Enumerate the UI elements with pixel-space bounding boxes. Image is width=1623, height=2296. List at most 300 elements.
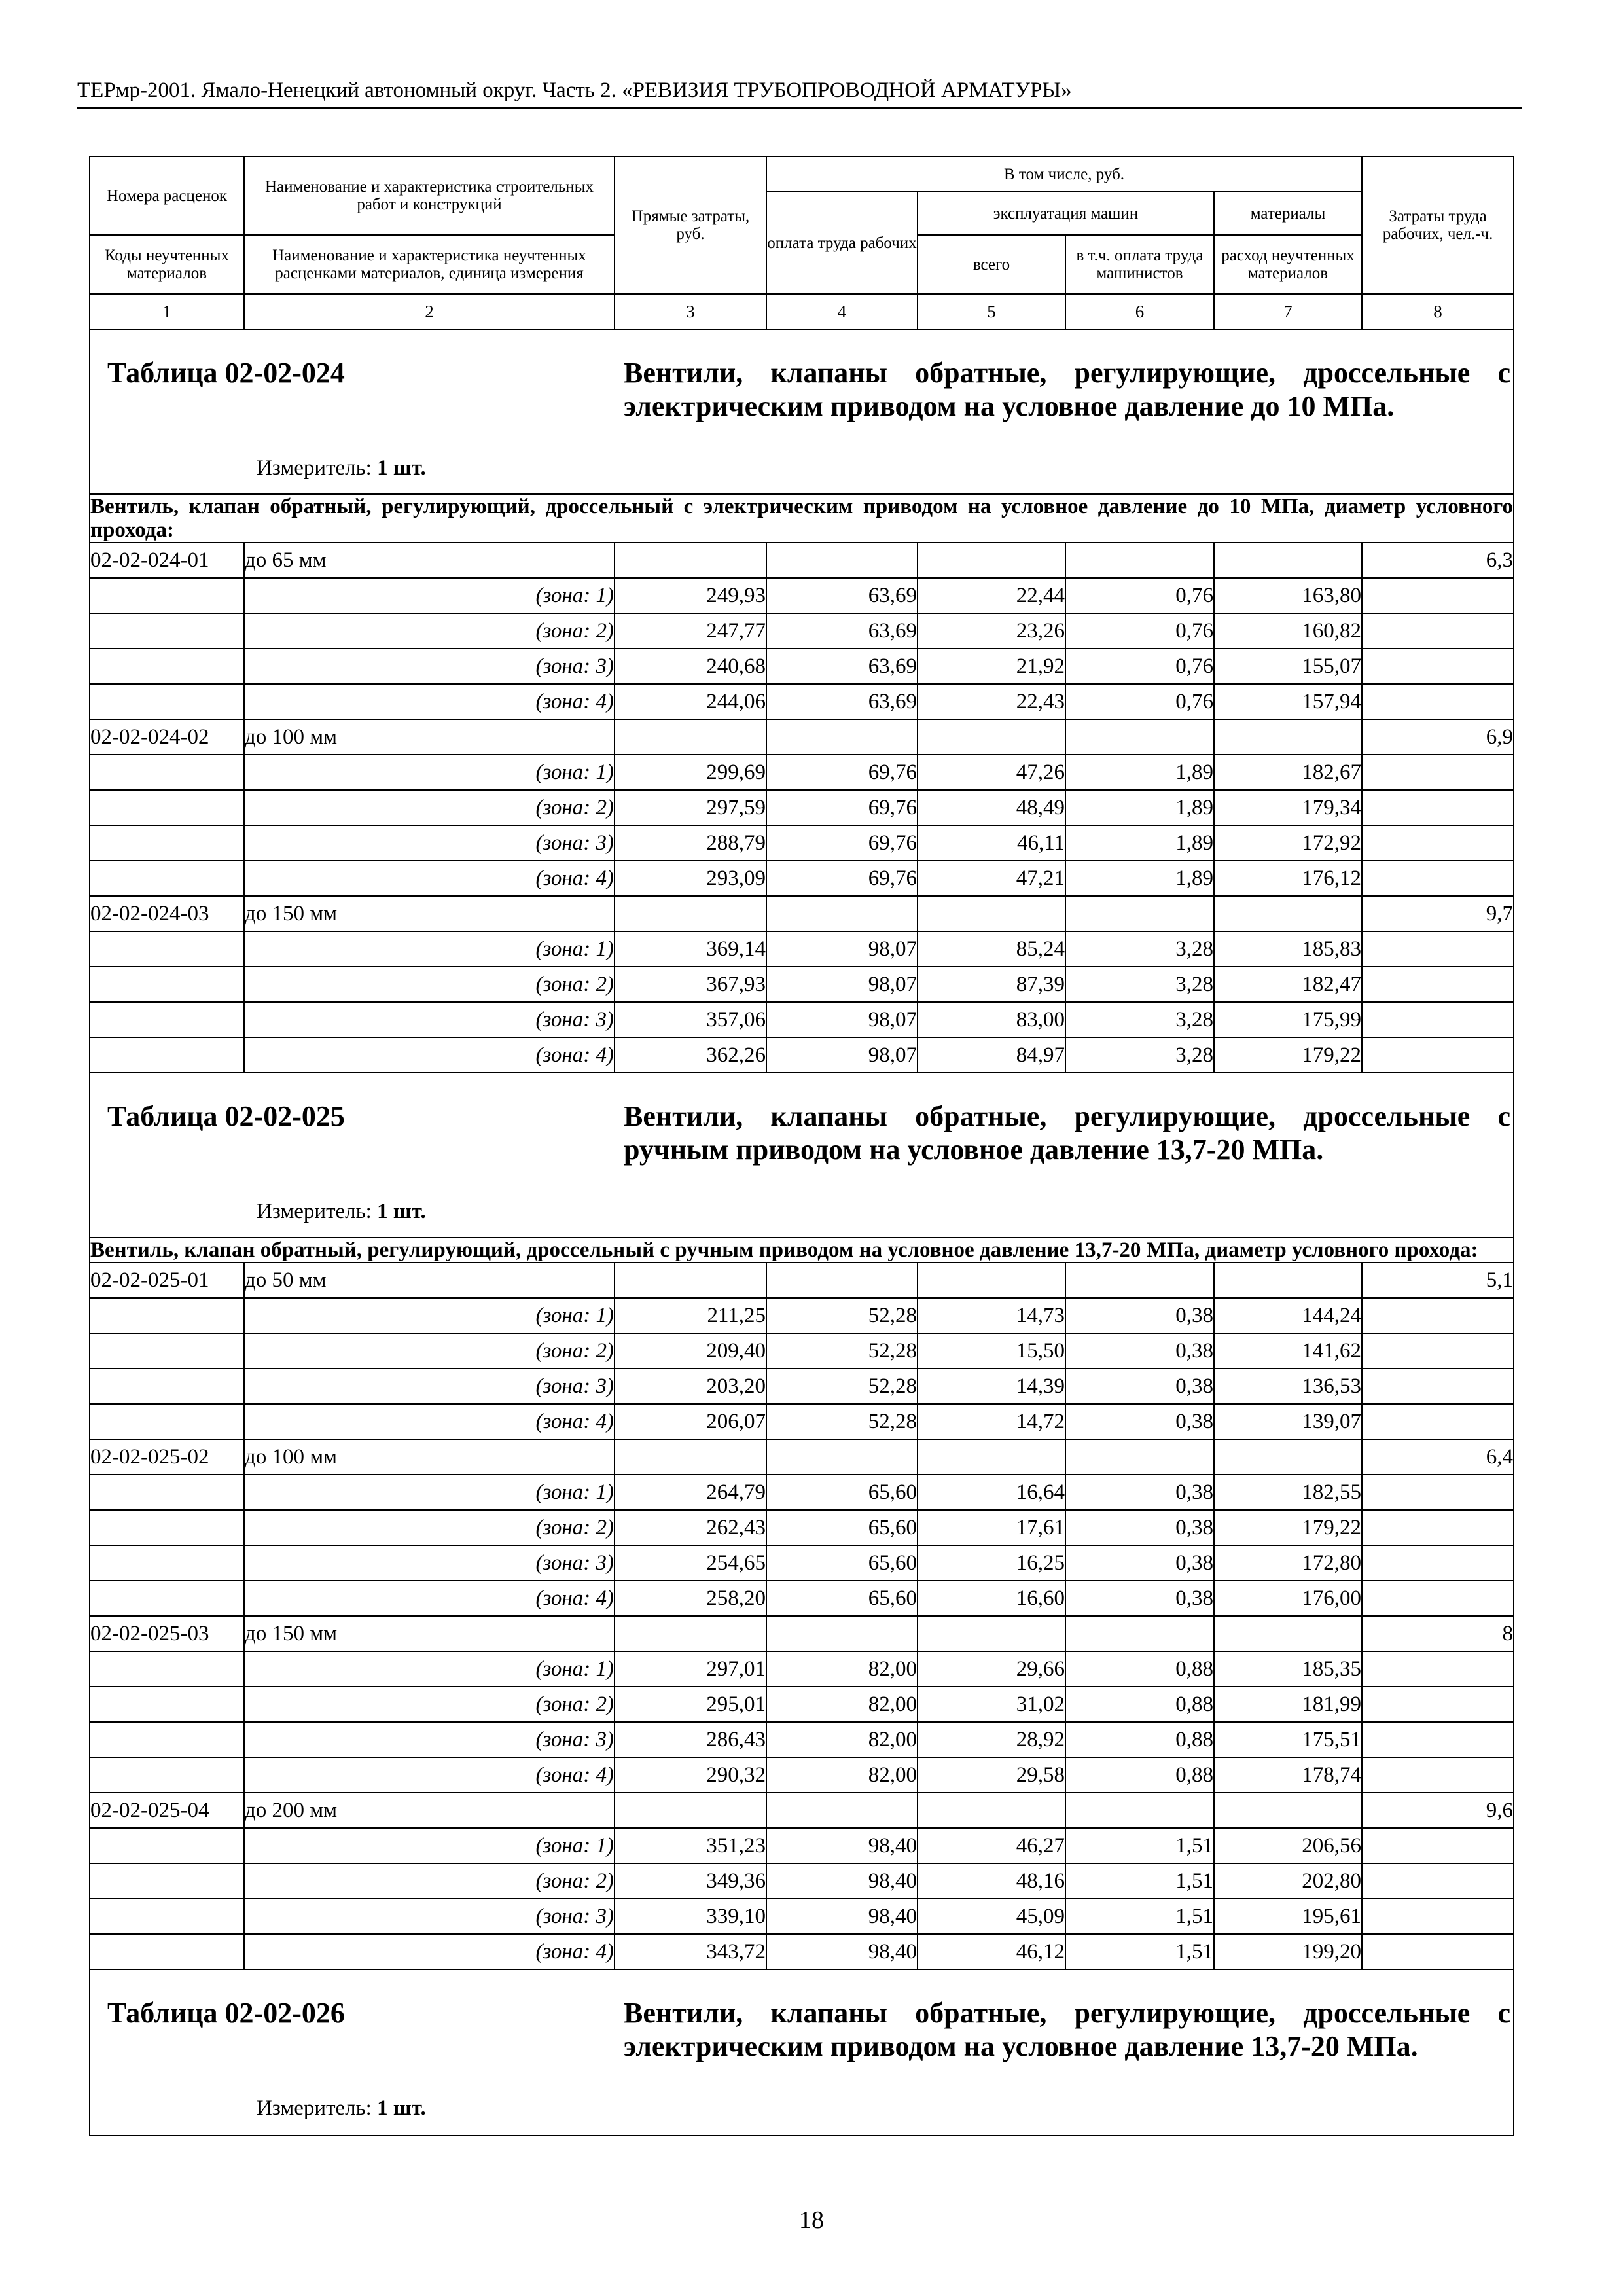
zone-label: (зона: 1) [244, 931, 615, 967]
machine-costs: 31,02 [918, 1687, 1065, 1722]
machinist-wages: 0,88 [1065, 1687, 1214, 1722]
zone-label: (зона: 1) [244, 578, 615, 613]
machine-costs: 29,66 [918, 1651, 1065, 1687]
worker-wages: 98,07 [766, 1002, 918, 1037]
section-description: Вентиль, клапан обратный, регулирующий, дроссельный с ручным приводом на условное давление 13,7-20 МПа, диаметр условного прохода: [90, 1238, 1514, 1263]
empty-cell [90, 1333, 244, 1369]
empty-cell [1362, 1757, 1514, 1793]
machine-costs: 16,60 [918, 1581, 1065, 1616]
empty-cell [918, 543, 1065, 578]
direct-costs: 293,09 [615, 861, 766, 896]
header-machines: эксплуатация машин [918, 192, 1214, 235]
worker-wages: 98,40 [766, 1828, 918, 1863]
zone-row [90, 1404, 1514, 1439]
empty-cell [766, 719, 918, 755]
zone-row [90, 1828, 1514, 1863]
worker-wages: 63,69 [766, 684, 918, 719]
rate-size: до 50 мм [244, 1263, 615, 1298]
machinist-wages: 0,38 [1065, 1333, 1214, 1369]
rate-size: до 200 мм [244, 1793, 615, 1828]
empty-cell [90, 1002, 244, 1037]
zone-label: (зона: 1) [244, 755, 615, 790]
worker-wages: 52,28 [766, 1369, 918, 1404]
zone-row [90, 825, 1514, 861]
material-costs: 175,99 [1214, 1002, 1362, 1037]
material-costs: 141,62 [1214, 1333, 1362, 1369]
empty-cell [1362, 1722, 1514, 1757]
material-costs: 136,53 [1214, 1369, 1362, 1404]
zone-row [90, 1934, 1514, 1969]
machinist-wages: 0,38 [1065, 1475, 1214, 1510]
machine-costs: 46,12 [918, 1934, 1065, 1969]
empty-cell [1065, 1616, 1214, 1651]
labor-hours: 9,7 [1362, 896, 1514, 931]
empty-cell [1362, 861, 1514, 896]
empty-cell [1362, 967, 1514, 1002]
empty-cell [615, 543, 766, 578]
machinist-wages: 0,38 [1065, 1369, 1214, 1404]
empty-cell [90, 1722, 244, 1757]
machine-costs: 48,16 [918, 1863, 1065, 1899]
zone-label: (зона: 1) [244, 1475, 615, 1510]
zone-row [90, 1475, 1514, 1510]
machinist-wages: 0,76 [1065, 649, 1214, 684]
zone-label: (зона: 2) [244, 1687, 615, 1722]
empty-cell [90, 861, 244, 896]
worker-wages: 65,60 [766, 1475, 918, 1510]
zone-label: (зона: 4) [244, 861, 615, 896]
running-header: ТЕРмр-2001. Ямало-Ненецкий автономный округ. Часть 2. «РЕВИЗИЯ ТРУБОПРОВОДНОЙ АРМАТУРЫ» [77, 73, 1522, 109]
material-costs: 182,67 [1214, 755, 1362, 790]
empty-cell [615, 719, 766, 755]
machinist-wages: 1,89 [1065, 755, 1214, 790]
zone-label: (зона: 3) [244, 1002, 615, 1037]
rate-code: 02-02-025-04 [90, 1793, 244, 1828]
worker-wages: 63,69 [766, 578, 918, 613]
worker-wages: 82,00 [766, 1757, 918, 1793]
material-costs: 176,00 [1214, 1581, 1362, 1616]
direct-costs: 209,40 [615, 1333, 766, 1369]
zone-label: (зона: 1) [244, 1828, 615, 1863]
material-costs: 206,56 [1214, 1828, 1362, 1863]
empty-cell [1362, 613, 1514, 649]
empty-cell [766, 543, 918, 578]
zone-label: (зона: 2) [244, 1863, 615, 1899]
material-costs: 139,07 [1214, 1404, 1362, 1439]
zone-label: (зона: 4) [244, 1404, 615, 1439]
zone-row [90, 1298, 1514, 1333]
zone-label: (зона: 4) [244, 684, 615, 719]
empty-cell [1065, 1263, 1214, 1298]
material-costs: 176,12 [1214, 861, 1362, 896]
direct-costs: 262,43 [615, 1510, 766, 1545]
zone-label: (зона: 2) [244, 967, 615, 1002]
rate-code: 02-02-024-02 [90, 719, 244, 755]
empty-cell [1362, 1404, 1514, 1439]
machine-costs: 14,73 [918, 1298, 1065, 1333]
worker-wages: 65,60 [766, 1581, 918, 1616]
machine-costs: 87,39 [918, 967, 1065, 1002]
section-description: Вентиль, клапан обратный, регулирующий, дроссельный с электрическим приводом на условное давление до 10 МПа, диаметр условного прохода: [90, 495, 1514, 542]
direct-costs: 258,20 [615, 1581, 766, 1616]
column-number: 7 [1214, 294, 1362, 329]
empty-cell [918, 1439, 1065, 1475]
worker-wages: 98,07 [766, 931, 918, 967]
zone-row [90, 1863, 1514, 1899]
material-costs: 157,94 [1214, 684, 1362, 719]
machine-costs: 28,92 [918, 1722, 1065, 1757]
material-costs: 185,35 [1214, 1651, 1362, 1687]
rate-row [90, 1793, 1514, 1828]
section-title-row [90, 329, 1514, 494]
machinist-wages: 3,28 [1065, 1002, 1214, 1037]
table-name: Вентили, клапаны обратные, регулирующие, дроссельные с электрическим приводом на условное давление 13,7-20 МПа. [624, 1997, 1510, 2062]
direct-costs: 295,01 [615, 1687, 766, 1722]
column-number: 6 [1065, 294, 1214, 329]
worker-wages: 98,40 [766, 1934, 918, 1969]
direct-costs: 203,20 [615, 1369, 766, 1404]
unit-label: Измеритель: [257, 1200, 378, 1223]
unit-line [257, 2096, 426, 2121]
worker-wages: 65,60 [766, 1510, 918, 1545]
machine-costs: 83,00 [918, 1002, 1065, 1037]
column-number: 3 [615, 294, 766, 329]
machine-costs: 17,61 [918, 1510, 1065, 1545]
empty-cell [1362, 578, 1514, 613]
machine-costs: 85,24 [918, 931, 1065, 967]
empty-cell [90, 1298, 244, 1333]
worker-wages: 82,00 [766, 1687, 918, 1722]
section-title-row [90, 1073, 1514, 1238]
empty-cell [1214, 896, 1362, 931]
column-number: 2 [244, 294, 615, 329]
empty-cell [1362, 1545, 1514, 1581]
rate-size: до 150 мм [244, 1616, 615, 1651]
material-costs: 160,82 [1214, 613, 1362, 649]
direct-costs: 362,26 [615, 1037, 766, 1073]
machine-costs: 47,21 [918, 861, 1065, 896]
machinist-wages: 0,76 [1065, 578, 1214, 613]
direct-costs: 299,69 [615, 755, 766, 790]
empty-cell [615, 896, 766, 931]
empty-cell [1362, 1687, 1514, 1722]
unit-value: 1 шт. [377, 1200, 426, 1223]
machine-costs: 21,92 [918, 649, 1065, 684]
empty-cell [1362, 1298, 1514, 1333]
machine-costs: 16,25 [918, 1545, 1065, 1581]
direct-costs: 249,93 [615, 578, 766, 613]
empty-cell [766, 1616, 918, 1651]
empty-cell [1214, 1263, 1362, 1298]
header-material-names: Наименование и характеристика неучтенных расценками материалов, единица измерения [244, 235, 615, 294]
rate-size: до 100 мм [244, 719, 615, 755]
header-materials: материалы [1214, 192, 1362, 235]
unit-line [257, 1200, 426, 1224]
empty-cell [1214, 1616, 1362, 1651]
empty-cell [766, 1263, 918, 1298]
header-machinist-wages: в т.ч. оплата труда машинистов [1065, 235, 1214, 294]
rate-code: 02-02-024-01 [90, 543, 244, 578]
empty-cell [1214, 543, 1362, 578]
rate-row [90, 1616, 1514, 1651]
zone-row [90, 1369, 1514, 1404]
rate-size: до 150 мм [244, 896, 615, 931]
material-costs: 185,83 [1214, 931, 1362, 967]
worker-wages: 98,07 [766, 967, 918, 1002]
empty-cell [1065, 543, 1214, 578]
zone-label: (зона: 3) [244, 825, 615, 861]
material-costs: 163,80 [1214, 578, 1362, 613]
empty-cell [90, 1037, 244, 1073]
machine-costs: 48,49 [918, 790, 1065, 825]
machinist-wages: 3,28 [1065, 967, 1214, 1002]
worker-wages: 69,76 [766, 825, 918, 861]
empty-cell [90, 1475, 244, 1510]
column-number: 5 [918, 294, 1065, 329]
worker-wages: 98,40 [766, 1863, 918, 1899]
material-costs: 172,80 [1214, 1545, 1362, 1581]
zone-label: (зона: 3) [244, 1369, 615, 1404]
zone-label: (зона: 1) [244, 1298, 615, 1333]
header-direct-costs: Прямые затраты, руб. [615, 156, 766, 294]
empty-cell [1362, 1899, 1514, 1934]
column-number: 1 [90, 294, 244, 329]
material-costs: 175,51 [1214, 1722, 1362, 1757]
description-row [90, 494, 1514, 543]
zone-row [90, 1333, 1514, 1369]
empty-cell [90, 967, 244, 1002]
zone-row [90, 649, 1514, 684]
rate-code: 02-02-025-02 [90, 1439, 244, 1475]
zone-label: (зона: 4) [244, 1757, 615, 1793]
worker-wages: 82,00 [766, 1651, 918, 1687]
empty-cell [1362, 1475, 1514, 1510]
column-number: 8 [1362, 294, 1514, 329]
empty-cell [90, 1934, 244, 1969]
section-title [90, 329, 1514, 494]
machine-costs: 23,26 [918, 613, 1065, 649]
machine-costs: 15,50 [918, 1333, 1065, 1369]
rate-row [90, 1263, 1514, 1298]
direct-costs: 339,10 [615, 1899, 766, 1934]
empty-cell [766, 896, 918, 931]
empty-cell [918, 896, 1065, 931]
machine-costs: 14,72 [918, 1404, 1065, 1439]
labor-hours: 9,6 [1362, 1793, 1514, 1828]
header-rate-numbers: Номера расценок [90, 156, 244, 235]
empty-cell [90, 1863, 244, 1899]
material-costs: 179,34 [1214, 790, 1362, 825]
empty-cell [918, 1616, 1065, 1651]
rates-table [89, 156, 1514, 2136]
direct-costs: 290,32 [615, 1757, 766, 1793]
rate-row [90, 896, 1514, 931]
machinist-wages: 0,38 [1065, 1298, 1214, 1333]
empty-cell [918, 1793, 1065, 1828]
zone-label: (зона: 4) [244, 1934, 615, 1969]
zone-label: (зона: 2) [244, 1333, 615, 1369]
table-name: Вентили, клапаны обратные, регулирующие, дроссельные с ручным приводом на условное давление 13,7-20 МПа. [624, 1100, 1510, 1166]
zone-row [90, 1651, 1514, 1687]
machine-costs: 22,44 [918, 578, 1065, 613]
machine-costs: 46,11 [918, 825, 1065, 861]
empty-cell [615, 1263, 766, 1298]
machinist-wages: 1,51 [1065, 1899, 1214, 1934]
machinist-wages: 0,88 [1065, 1651, 1214, 1687]
direct-costs: 254,65 [615, 1545, 766, 1581]
machinist-wages: 3,28 [1065, 931, 1214, 967]
unit-label: Измеритель: [257, 2096, 378, 2120]
empty-cell [1362, 1510, 1514, 1545]
machinist-wages: 0,76 [1065, 684, 1214, 719]
material-costs: 155,07 [1214, 649, 1362, 684]
labor-hours: 6,4 [1362, 1439, 1514, 1475]
material-costs: 179,22 [1214, 1037, 1362, 1073]
machinist-wages: 1,51 [1065, 1863, 1214, 1899]
empty-cell [918, 719, 1065, 755]
rate-row [90, 1439, 1514, 1475]
header-wages: оплата труда рабочих [766, 192, 918, 294]
rate-row [90, 719, 1514, 755]
empty-cell [1362, 825, 1514, 861]
rate-code: 02-02-025-01 [90, 1263, 244, 1298]
zone-label: (зона: 2) [244, 1510, 615, 1545]
unit-value: 1 шт. [377, 2096, 426, 2120]
direct-costs: 288,79 [615, 825, 766, 861]
zone-row [90, 1722, 1514, 1757]
empty-cell [1362, 1037, 1514, 1073]
direct-costs: 286,43 [615, 1722, 766, 1757]
header-machines-total: всего [918, 235, 1065, 294]
worker-wages: 69,76 [766, 861, 918, 896]
material-costs: 179,22 [1214, 1510, 1362, 1545]
unit-label: Измеритель: [257, 456, 378, 480]
material-costs: 199,20 [1214, 1934, 1362, 1969]
labor-hours: 6,9 [1362, 719, 1514, 755]
machine-costs: 84,97 [918, 1037, 1065, 1073]
machine-costs: 45,09 [918, 1899, 1065, 1934]
header-labor-costs: Затраты труда рабочих, чел.-ч. [1362, 156, 1514, 294]
direct-costs: 357,06 [615, 1002, 766, 1037]
zone-row [90, 1899, 1514, 1934]
table-code: Таблица 02-02-026 [107, 1997, 345, 2029]
empty-cell [90, 1404, 244, 1439]
empty-cell [1362, 1002, 1514, 1037]
header-work-name: Наименование и характеристика строительных работ и конструкций [244, 156, 615, 235]
zone-label: (зона: 3) [244, 649, 615, 684]
zone-row [90, 1037, 1514, 1073]
zone-label: (зона: 3) [244, 1722, 615, 1757]
empty-cell [615, 1616, 766, 1651]
header-material-codes: Коды неучтенных материалов [90, 235, 244, 294]
worker-wages: 65,60 [766, 1545, 918, 1581]
empty-cell [1362, 790, 1514, 825]
zone-row [90, 613, 1514, 649]
empty-cell [1362, 1863, 1514, 1899]
rate-code: 02-02-024-03 [90, 896, 244, 931]
zone-label: (зона: 1) [244, 1651, 615, 1687]
empty-cell [1362, 1934, 1514, 1969]
empty-cell [918, 1263, 1065, 1298]
direct-costs: 297,59 [615, 790, 766, 825]
empty-cell [90, 755, 244, 790]
empty-cell [1362, 1369, 1514, 1404]
rate-row [90, 543, 1514, 578]
empty-cell [1214, 1439, 1362, 1475]
empty-cell [90, 1545, 244, 1581]
zone-row [90, 1581, 1514, 1616]
machinist-wages: 1,51 [1065, 1934, 1214, 1969]
empty-cell [766, 1439, 918, 1475]
table-name: Вентили, клапаны обратные, регулирующие, дроссельные с электрическим приводом на условное давление до 10 МПа. [624, 357, 1510, 422]
machine-costs: 22,43 [918, 684, 1065, 719]
worker-wages: 52,28 [766, 1404, 918, 1439]
material-costs: 178,74 [1214, 1757, 1362, 1793]
empty-cell [90, 1828, 244, 1863]
section-title [90, 1073, 1514, 1238]
empty-cell [1065, 1439, 1214, 1475]
empty-cell [90, 825, 244, 861]
zone-row [90, 790, 1514, 825]
description-row [90, 1238, 1514, 1263]
empty-cell [90, 1651, 244, 1687]
direct-costs: 211,25 [615, 1298, 766, 1333]
zone-label: (зона: 4) [244, 1581, 615, 1616]
machinist-wages: 0,38 [1065, 1404, 1214, 1439]
empty-cell [90, 1899, 244, 1934]
empty-cell [90, 1369, 244, 1404]
zone-row [90, 1757, 1514, 1793]
labor-hours: 5,1 [1362, 1263, 1514, 1298]
worker-wages: 63,69 [766, 649, 918, 684]
empty-cell [1362, 649, 1514, 684]
zone-label: (зона: 2) [244, 790, 615, 825]
zone-row [90, 861, 1514, 896]
zone-row [90, 755, 1514, 790]
rate-size: до 65 мм [244, 543, 615, 578]
table-code: Таблица 02-02-025 [107, 1100, 345, 1132]
machine-costs: 47,26 [918, 755, 1065, 790]
zone-row [90, 1002, 1514, 1037]
empty-cell [90, 1581, 244, 1616]
empty-cell [766, 1793, 918, 1828]
empty-cell [1065, 896, 1214, 931]
empty-cell [1362, 755, 1514, 790]
material-costs: 172,92 [1214, 825, 1362, 861]
empty-cell [615, 1793, 766, 1828]
empty-cell [1362, 1651, 1514, 1687]
zone-label: (зона: 3) [244, 1899, 615, 1934]
empty-cell [1065, 1793, 1214, 1828]
section-title-row [90, 1969, 1514, 2136]
zone-label: (зона: 3) [244, 1545, 615, 1581]
machinist-wages: 1,89 [1065, 790, 1214, 825]
zone-label: (зона: 2) [244, 613, 615, 649]
zone-row [90, 578, 1514, 613]
zone-row [90, 684, 1514, 719]
machinist-wages: 1,51 [1065, 1828, 1214, 1863]
header-including: В том числе, руб. [766, 156, 1362, 192]
unit-line [257, 456, 426, 480]
labor-hours: 8 [1362, 1616, 1514, 1651]
direct-costs: 297,01 [615, 1651, 766, 1687]
empty-cell [90, 578, 244, 613]
machinist-wages: 3,28 [1065, 1037, 1214, 1073]
empty-cell [90, 1757, 244, 1793]
empty-cell [90, 1687, 244, 1722]
worker-wages: 69,76 [766, 790, 918, 825]
zone-row [90, 1510, 1514, 1545]
